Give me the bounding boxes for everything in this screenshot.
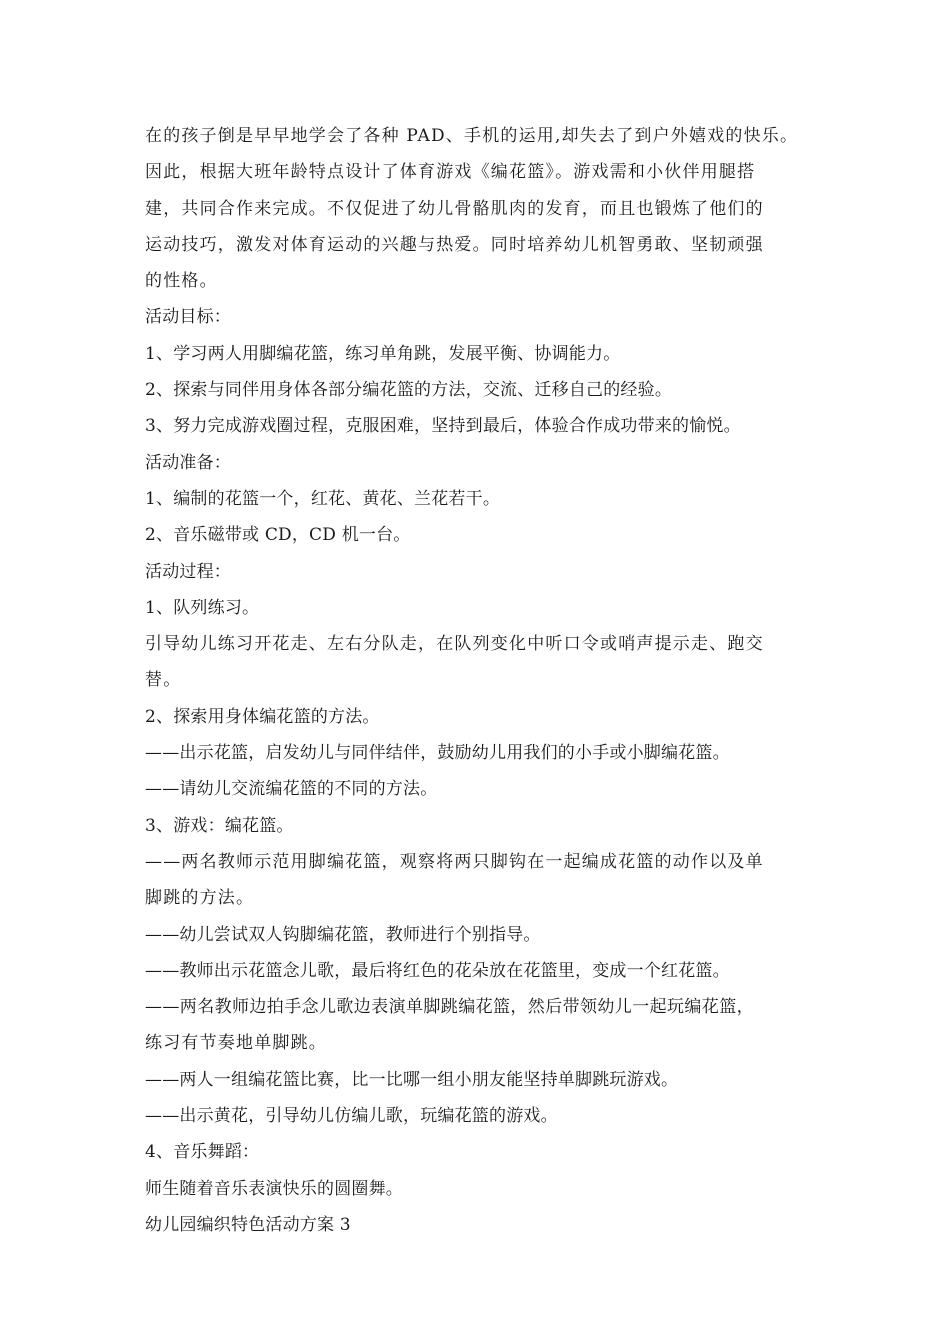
text-line: 的性格。 (145, 271, 218, 292)
step-detail: 师生随着音乐表演快乐的圆圈舞。 (145, 1178, 403, 1199)
text-line: 运动技巧，激发对体育运动的兴趣与热爱。同时培养幼儿机智勇敢、坚韧顽强 (145, 234, 764, 255)
text-line: 练习有节奏地单脚跳。 (145, 1033, 327, 1054)
process-heading: 活动过程： (145, 561, 231, 582)
text-line: ——两名教师示范用脚编花篮，观察将两只脚钩在一起编成花篮的动作以及单 (145, 851, 764, 872)
preparation-item: 2、音乐磁带或 CD，CD 机一台。 (145, 525, 411, 546)
goal-item: 2、探索与同伴用身体各部分编花篮的方法，交流、迁移自己的经验。 (145, 380, 673, 401)
text-line: 在的孩子倒是早早地学会了各种 PAD、手机的运用,却失去了到户外嬉戏的快乐。 (145, 126, 799, 146)
step-title: 2、探索用身体编花篮的方法。 (145, 706, 380, 727)
section-title: 幼儿园编织特色活动方案 3 (145, 1214, 351, 1235)
text-line: 脚跳的方法。 (145, 888, 255, 909)
text-line: 建，共同合作来完成。不仅促进了幼儿骨骼肌肉的发育，而且也锻炼了他们的 (145, 198, 764, 219)
step-detail: ——出示黄花，引导幼儿仿编儿歌，玩编花篮的游戏。 (145, 1106, 558, 1127)
document-body (145, 118, 825, 1243)
step-paragraph (145, 989, 825, 1062)
step-paragraph (145, 626, 825, 699)
step-detail: ——教师出示花篮念儿歌，最后将红色的花朵放在花篮里，变成一个红花篮。 (145, 960, 730, 981)
preparation-heading: 活动准备： (145, 452, 231, 473)
goals-heading: 活动目标： (145, 307, 231, 328)
step-detail: ——出示花篮，启发幼儿与同伴结伴，鼓励幼儿用我们的小手或小脚编花篮。 (145, 743, 730, 764)
preparation-item: 1、编制的花篮一个，红花、黄花、兰花若干。 (145, 488, 501, 509)
step-paragraph (145, 844, 825, 917)
intro-paragraph (145, 118, 825, 299)
step-detail: ——请幼儿交流编花篮的不同的方法。 (145, 779, 438, 800)
text-line: 替。 (145, 670, 182, 691)
text-line: ——两名教师边拍手念儿歌边表演单脚跳编花篮，然后带领幼儿一起玩编花篮， (145, 997, 754, 1018)
text-line: 引导幼儿练习开花走、左右分队走，在队列变化中听口令或哨声提示走、跑交 (145, 634, 764, 655)
step-detail: ——幼儿尝试双人钩脚编花篮，教师进行个别指导。 (145, 924, 541, 945)
step-title: 1、队列练习。 (145, 597, 260, 618)
goal-item: 1、学习两人用脚编花篮，练习单角跳，发展平衡、协调能力。 (145, 343, 621, 364)
text-line: 因此，根据大班年龄特点设计了体育游戏《编花篮》。游戏需和小伙伴用腿搭 (145, 162, 756, 183)
step-title: 4、音乐舞蹈： (145, 1142, 260, 1163)
step-detail: ——两人一组编花篮比赛，比一比哪一组小朋友能坚持单脚跳玩游戏。 (145, 1069, 679, 1090)
goal-item: 3、努力完成游戏圈过程，克服困难，坚持到最后，体验合作成功带来的愉悦。 (145, 416, 741, 437)
step-title: 3、游戏：编花篮。 (145, 815, 294, 836)
